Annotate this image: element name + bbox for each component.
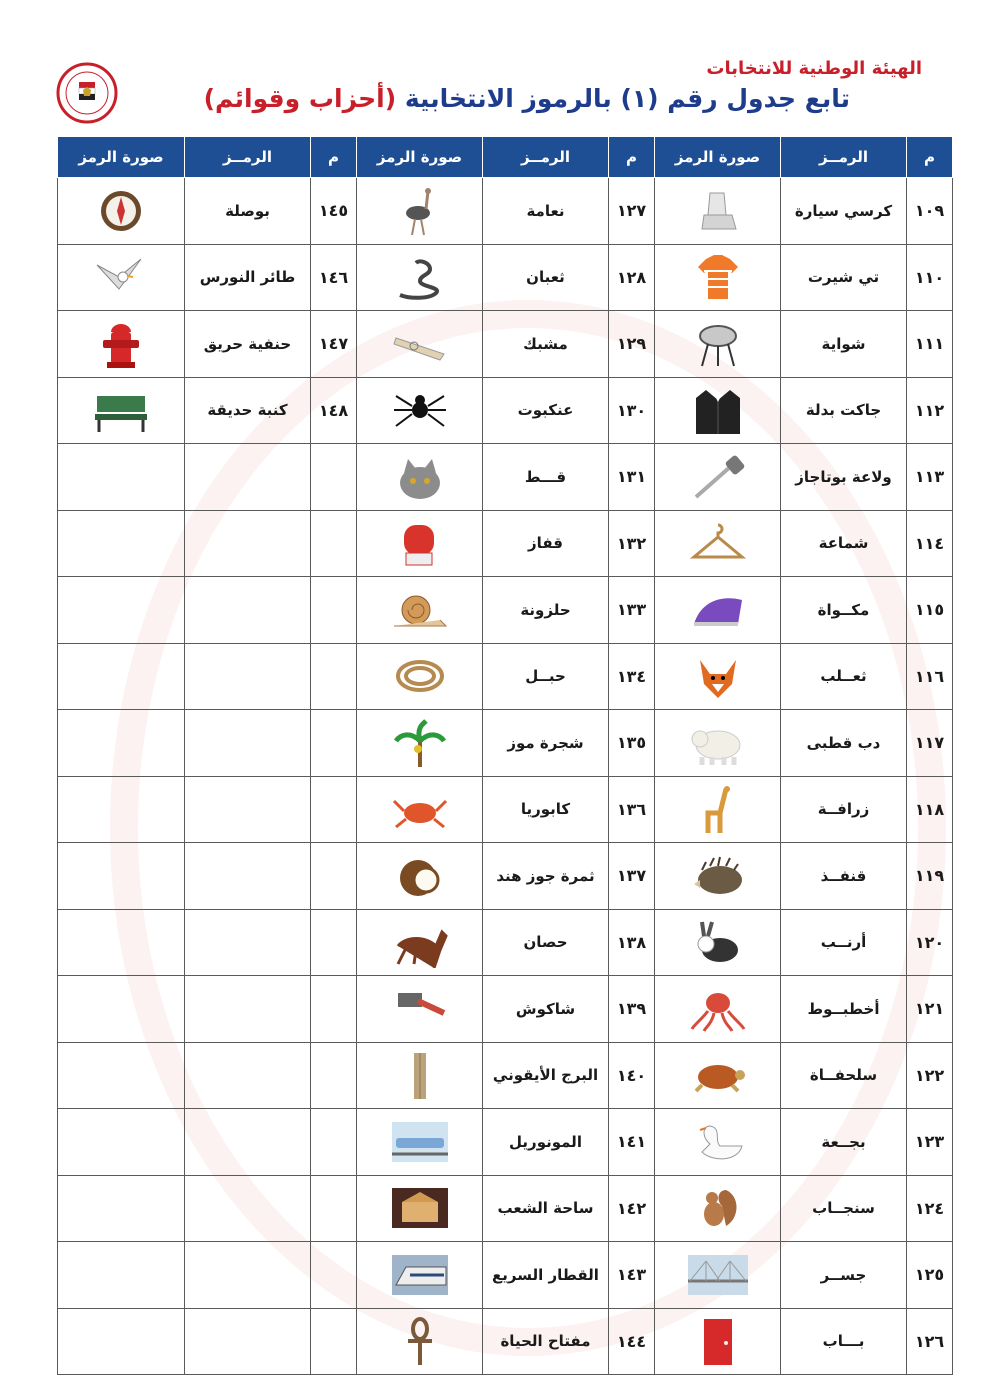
symbol-number: [311, 776, 357, 843]
table-row: [58, 311, 953, 378]
crab-icon: [388, 783, 452, 835]
symbol-name: كابوريا: [483, 776, 609, 843]
symbol-number: ١١٧: [907, 710, 953, 777]
symbol-image-cell: [58, 178, 185, 245]
high-speed-train-icon: [388, 1249, 452, 1301]
symbol-name: دب قطبى: [781, 710, 907, 777]
symbol-image-cell: [655, 1109, 781, 1176]
symbol-name: كنبة حديقة: [185, 377, 311, 444]
fire-hydrant-icon: [89, 318, 153, 370]
symbol-name: نعامة: [483, 178, 609, 245]
symbol-number: ١٣٨: [609, 909, 655, 976]
symbol-name: كرسي سيارة: [781, 178, 907, 245]
symbol-image-cell: [357, 843, 483, 910]
symbol-name: طائر النورس: [185, 244, 311, 311]
symbol-image-cell: [655, 510, 781, 577]
clothespin-icon: [388, 318, 452, 370]
symbol-number: ١١٠: [907, 244, 953, 311]
symbol-image-cell: [58, 510, 185, 577]
organization-name: الهيئة الوطنية للانتخابات: [706, 58, 922, 79]
symbol-number: ١٢١: [907, 976, 953, 1043]
squirrel-icon: [686, 1182, 750, 1234]
header-symbol: الرمــز: [483, 137, 609, 178]
symbol-image-cell: [655, 776, 781, 843]
symbol-image-cell: [357, 1042, 483, 1109]
symbol-name: [185, 1042, 311, 1109]
compass-icon: [89, 185, 153, 237]
symbol-number: [311, 976, 357, 1043]
symbol-image-cell: [58, 444, 185, 511]
symbol-number: ١٤٠: [609, 1042, 655, 1109]
symbol-name: سنجــاب: [781, 1175, 907, 1242]
symbol-name: [185, 843, 311, 910]
symbol-number: ١٣٠: [609, 377, 655, 444]
symbol-image-cell: [357, 510, 483, 577]
ankh-icon: [388, 1315, 452, 1367]
symbol-name: شجرة موز: [483, 710, 609, 777]
swan-icon: [686, 1116, 750, 1168]
symbol-number: ١٤٣: [609, 1242, 655, 1309]
symbol-image-cell: [357, 976, 483, 1043]
coconut-icon: [388, 850, 452, 902]
symbol-name: شاكوش: [483, 976, 609, 1043]
symbol-number: ١٣٦: [609, 776, 655, 843]
symbol-image-cell: [655, 909, 781, 976]
turtle-icon: [686, 1049, 750, 1101]
car-seat-icon: [686, 185, 750, 237]
symbol-name: شواية: [781, 311, 907, 378]
symbol-number: [311, 843, 357, 910]
table-row: [58, 643, 953, 710]
symbol-number: ١٤٨: [311, 377, 357, 444]
symbol-image-cell: [655, 1175, 781, 1242]
header-num: م: [311, 137, 357, 178]
symbol-number: ١١٦: [907, 643, 953, 710]
table-row: [58, 776, 953, 843]
tshirt-icon: [686, 251, 750, 303]
symbol-name: القطار السريع: [483, 1242, 609, 1309]
door-icon: [686, 1315, 750, 1367]
symbol-number: ١٤٦: [311, 244, 357, 311]
symbol-number: ١٢٩: [609, 311, 655, 378]
iconic-tower-icon: [388, 1049, 452, 1101]
symbol-name: بوصلة: [185, 178, 311, 245]
symbol-number: ١٤١: [609, 1109, 655, 1176]
symbol-name: بجــعة: [781, 1109, 907, 1176]
iron-icon: [686, 584, 750, 636]
symbols-table: [57, 136, 953, 1375]
rope-icon: [388, 650, 452, 702]
symbol-number: ١٢٢: [907, 1042, 953, 1109]
snake-icon: [388, 251, 452, 303]
symbol-name: جاكت بدلة: [781, 377, 907, 444]
symbol-name: تي شيرت: [781, 244, 907, 311]
symbol-number: ١٣٢: [609, 510, 655, 577]
symbol-number: [311, 444, 357, 511]
table-row: [58, 178, 953, 245]
symbol-number: ١١٥: [907, 577, 953, 644]
symbol-number: ١٢٨: [609, 244, 655, 311]
symbol-name: حبــل: [483, 643, 609, 710]
header-num: م: [907, 137, 953, 178]
page-title: [204, 84, 850, 113]
symbol-number: [311, 510, 357, 577]
peoples-square-icon: [388, 1182, 452, 1234]
gas-lighter-icon: [686, 451, 750, 503]
symbol-image-cell: [357, 377, 483, 444]
ostrich-icon: [388, 185, 452, 237]
symbol-name: [185, 1308, 311, 1375]
banana-tree-icon: [388, 717, 452, 769]
header-symbol: الرمــز: [781, 137, 907, 178]
symbol-number: [311, 643, 357, 710]
symbol-name: [185, 444, 311, 511]
title-main: تابع جدول رقم (١) بالرموز الانتخابية: [404, 84, 850, 113]
table-row: [58, 843, 953, 910]
symbol-image-cell: [58, 577, 185, 644]
symbol-name: [185, 643, 311, 710]
snail-icon: [388, 584, 452, 636]
symbol-name: [185, 1109, 311, 1176]
symbol-number: ١٢٥: [907, 1242, 953, 1309]
table-row: [58, 377, 953, 444]
suit-jacket-icon: [686, 384, 750, 436]
spider-icon: [388, 384, 452, 436]
symbol-name: ثعــلب: [781, 643, 907, 710]
symbol-image-cell: [655, 843, 781, 910]
fox-icon: [686, 650, 750, 702]
symbol-image-cell: [655, 643, 781, 710]
symbol-image-cell: [655, 178, 781, 245]
symbol-number: ١٣٥: [609, 710, 655, 777]
symbol-name: بـــاب: [781, 1308, 907, 1375]
title-sub: (أحزاب وقوائم): [203, 84, 397, 113]
symbol-number: ١٣٩: [609, 976, 655, 1043]
grill-icon: [686, 318, 750, 370]
giraffe-icon: [686, 783, 750, 835]
symbol-number: [311, 1175, 357, 1242]
header-symbol-image: صورة الرمز: [58, 137, 185, 178]
symbol-image-cell: [357, 909, 483, 976]
symbol-number: ١٢٤: [907, 1175, 953, 1242]
symbol-image-cell: [58, 311, 185, 378]
symbol-image-cell: [357, 1242, 483, 1309]
table-row: [58, 444, 953, 511]
symbol-name: [185, 577, 311, 644]
bridge-icon: [686, 1249, 750, 1301]
header-symbol-image: صورة الرمز: [655, 137, 781, 178]
table-row: [58, 1308, 953, 1375]
symbol-image-cell: [357, 178, 483, 245]
symbol-image-cell: [58, 1042, 185, 1109]
table-row: [58, 577, 953, 644]
garden-bench-icon: [89, 384, 153, 436]
symbol-image-cell: [58, 909, 185, 976]
table-row: [58, 1242, 953, 1309]
symbol-image-cell: [655, 710, 781, 777]
symbol-name: سلحفــاة: [781, 1042, 907, 1109]
table-row: [58, 710, 953, 777]
symbol-name: حنفية حريق: [185, 311, 311, 378]
symbol-name: المونوريل: [483, 1109, 609, 1176]
symbol-image-cell: [58, 843, 185, 910]
symbol-image-cell: [58, 710, 185, 777]
cat-icon: [388, 451, 452, 503]
seagull-icon: [89, 251, 153, 303]
rabbit-icon: [686, 916, 750, 968]
octopus-icon: [686, 983, 750, 1035]
symbol-number: ١١١: [907, 311, 953, 378]
symbol-number: ١٤٧: [311, 311, 357, 378]
symbol-image-cell: [655, 1242, 781, 1309]
symbol-number: ١١٨: [907, 776, 953, 843]
symbol-number: ١٤٢: [609, 1175, 655, 1242]
symbol-name: [185, 510, 311, 577]
symbol-image-cell: [58, 776, 185, 843]
symbol-number: ١١٤: [907, 510, 953, 577]
symbol-image-cell: [655, 244, 781, 311]
hedgehog-icon: [686, 850, 750, 902]
symbol-image-cell: [655, 444, 781, 511]
symbol-number: [311, 1042, 357, 1109]
symbol-number: ١٣٤: [609, 643, 655, 710]
monorail-icon: [388, 1116, 452, 1168]
symbol-name: أرنــب: [781, 909, 907, 976]
symbol-number: ١٣٣: [609, 577, 655, 644]
symbol-name: ثمرة جوز هند: [483, 843, 609, 910]
symbol-name: أخطبــوط: [781, 976, 907, 1043]
symbol-name: حصان: [483, 909, 609, 976]
symbol-image-cell: [357, 1175, 483, 1242]
symbol-name: [185, 710, 311, 777]
symbol-image-cell: [357, 710, 483, 777]
table-row: [58, 1109, 953, 1176]
symbol-image-cell: [357, 643, 483, 710]
symbol-number: ١٢٣: [907, 1109, 953, 1176]
symbol-number: ١٠٩: [907, 178, 953, 245]
hanger-icon: [686, 517, 750, 569]
symbol-number: [311, 1109, 357, 1176]
symbol-number: [311, 1308, 357, 1375]
symbol-image-cell: [58, 377, 185, 444]
table-row: [58, 1042, 953, 1109]
symbol-number: [311, 909, 357, 976]
symbol-name: مكــواة: [781, 577, 907, 644]
table-row: [58, 510, 953, 577]
symbol-name: حلزونة: [483, 577, 609, 644]
header-symbol: الرمــز: [185, 137, 311, 178]
symbol-image-cell: [58, 244, 185, 311]
table-body: [58, 178, 953, 1375]
horse-icon: [388, 916, 452, 968]
symbol-number: ١١٢: [907, 377, 953, 444]
symbol-image-cell: [655, 311, 781, 378]
symbol-name: [185, 976, 311, 1043]
symbol-image-cell: [58, 643, 185, 710]
symbol-name: ولاعة بوتاجاز: [781, 444, 907, 511]
header-symbol-image: صورة الرمز: [357, 137, 483, 178]
symbol-number: ١٢٦: [907, 1308, 953, 1375]
table-header-row: [58, 137, 953, 178]
symbol-name: قنفــذ: [781, 843, 907, 910]
symbol-number: ١٢٠: [907, 909, 953, 976]
symbol-number: ١٣١: [609, 444, 655, 511]
symbol-name: [185, 1242, 311, 1309]
hammer-icon: [388, 983, 452, 1035]
symbol-name: قفاز: [483, 510, 609, 577]
symbol-number: ١١٩: [907, 843, 953, 910]
symbol-number: ١١٣: [907, 444, 953, 511]
symbol-name: ساحة الشعب: [483, 1175, 609, 1242]
symbol-image-cell: [357, 577, 483, 644]
symbol-number: [311, 710, 357, 777]
symbol-image-cell: [357, 1109, 483, 1176]
symbol-name: ثعبان: [483, 244, 609, 311]
symbol-image-cell: [58, 1308, 185, 1375]
symbol-name: مشبك: [483, 311, 609, 378]
boxing-glove-icon: [388, 517, 452, 569]
table-row: [58, 909, 953, 976]
symbol-image-cell: [655, 377, 781, 444]
symbol-image-cell: [655, 976, 781, 1043]
symbol-image-cell: [357, 776, 483, 843]
table-row: [58, 1175, 953, 1242]
symbol-number: ١٤٥: [311, 178, 357, 245]
symbol-image-cell: [357, 444, 483, 511]
symbol-number: [311, 1242, 357, 1309]
table-row: [58, 976, 953, 1043]
symbol-name: [185, 1175, 311, 1242]
symbol-image-cell: [357, 244, 483, 311]
symbol-image-cell: [58, 1175, 185, 1242]
symbol-image-cell: [357, 311, 483, 378]
symbol-name: مفتاح الحياة: [483, 1308, 609, 1375]
symbol-name: [185, 776, 311, 843]
symbol-number: ١٤٤: [609, 1308, 655, 1375]
election-authority-seal: [56, 62, 118, 124]
symbol-name: شماعة: [781, 510, 907, 577]
header-num: م: [609, 137, 655, 178]
symbol-image-cell: [58, 1242, 185, 1309]
symbol-name: قـــط: [483, 444, 609, 511]
symbol-image-cell: [655, 1042, 781, 1109]
symbol-name: البرج الأيقوني: [483, 1042, 609, 1109]
symbol-image-cell: [357, 1308, 483, 1375]
symbol-image-cell: [655, 577, 781, 644]
table-row: [58, 244, 953, 311]
symbol-name: زرافــة: [781, 776, 907, 843]
symbol-image-cell: [655, 1308, 781, 1375]
symbol-name: جســر: [781, 1242, 907, 1309]
symbol-name: [185, 909, 311, 976]
symbol-image-cell: [58, 1109, 185, 1176]
polar-bear-icon: [686, 717, 750, 769]
symbol-name: عنكبوت: [483, 377, 609, 444]
symbol-image-cell: [58, 976, 185, 1043]
symbol-number: ١٣٧: [609, 843, 655, 910]
symbol-number: [311, 577, 357, 644]
symbol-number: ١٢٧: [609, 178, 655, 245]
